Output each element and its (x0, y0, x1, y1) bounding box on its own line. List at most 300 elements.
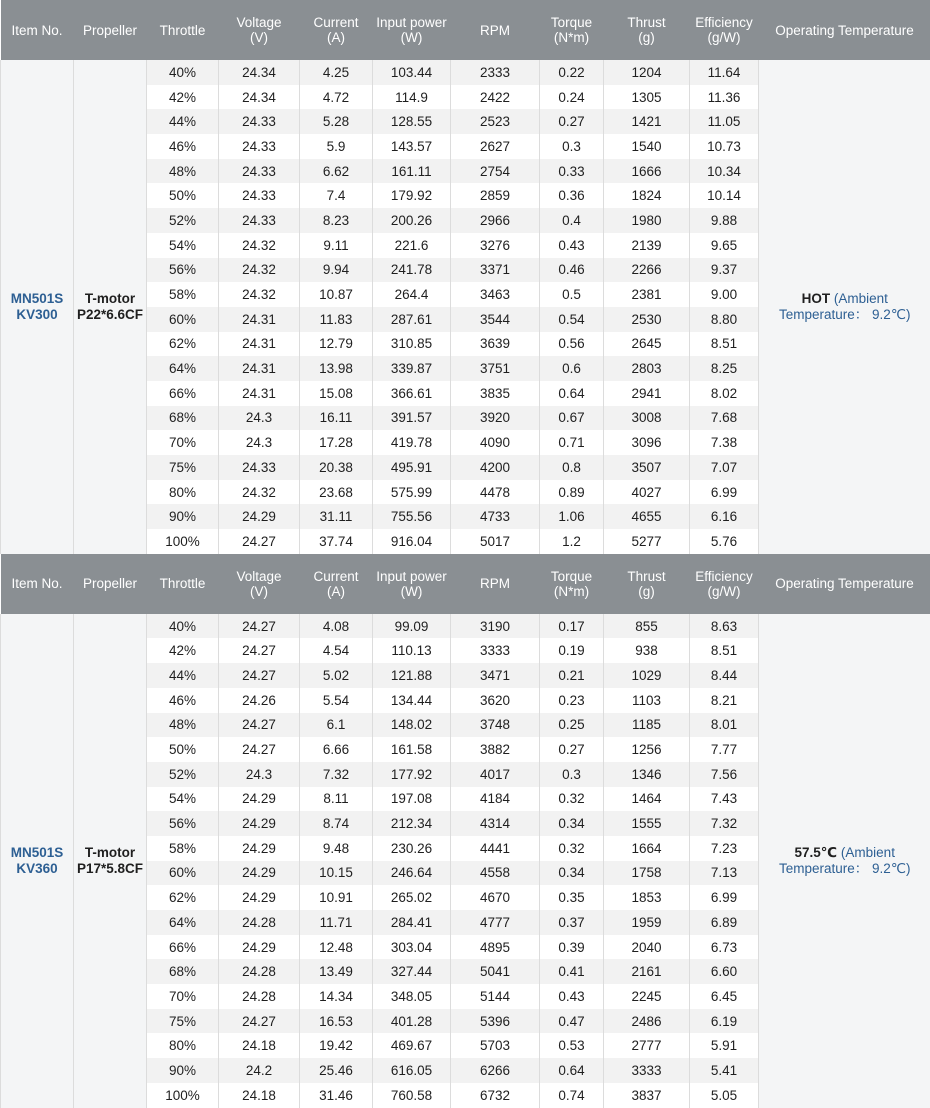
voltage-cell: 24.28 (219, 984, 300, 1009)
thrust-cell: 3333 (604, 1058, 690, 1083)
rpm-cell: 3190 (451, 614, 540, 639)
thrust-cell: 2040 (604, 935, 690, 960)
header-unit: (N*m) (553, 30, 590, 45)
header-unit: (N*m) (553, 583, 590, 599)
voltage-cell: 24.34 (219, 85, 300, 110)
current-cell: 16.11 (300, 406, 373, 431)
efficiency-cell: 9.65 (690, 233, 759, 258)
voltage-cell: 24.26 (219, 688, 300, 713)
throttle-cell: 54% (147, 233, 219, 258)
header-unit: (g) (638, 30, 655, 45)
rpm-cell: 4441 (451, 836, 540, 861)
throttle-cell: 68% (147, 406, 219, 431)
rpm-cell: 3620 (451, 688, 540, 713)
rpm-cell: 6732 (451, 1083, 540, 1108)
rpm-cell: 4184 (451, 787, 540, 812)
voltage-cell: 24.18 (219, 1083, 300, 1108)
throttle-cell: 54% (147, 787, 219, 812)
thrust-cell: 938 (604, 638, 690, 663)
efficiency-cell: 6.16 (690, 504, 759, 529)
thrust-cell: 1540 (604, 134, 690, 159)
current-cell: 5.9 (300, 134, 373, 159)
propeller-brand: T-motor (84, 290, 136, 306)
column-header (1, 0, 74, 60)
thrust-cell: 2777 (604, 1033, 690, 1058)
ambient-temperature-value: Temperature： 9.2℃) (779, 306, 911, 322)
thrust-cell: 1346 (604, 762, 690, 787)
efficiency-cell: 5.41 (690, 1058, 759, 1083)
efficiency-cell: 6.45 (690, 984, 759, 1009)
torque-cell: 0.41 (540, 959, 604, 984)
voltage-cell: 24.31 (219, 332, 300, 357)
header-label: Throttle (159, 576, 206, 592)
efficiency-cell: 8.51 (690, 638, 759, 663)
thrust-cell: 1555 (604, 811, 690, 836)
throttle-cell: 68% (147, 959, 219, 984)
throttle-cell: 48% (147, 713, 219, 738)
column-header (219, 554, 300, 614)
efficiency-cell: 6.19 (690, 1009, 759, 1034)
column-header (147, 554, 219, 614)
header-label: Current (313, 568, 359, 584)
torque-cell: 0.3 (540, 762, 604, 787)
efficiency-cell: 11.36 (690, 85, 759, 110)
rpm-cell: 3882 (451, 737, 540, 762)
current-cell: 5.02 (300, 663, 373, 688)
input-power-cell: 241.78 (373, 258, 451, 283)
torque-cell: 0.47 (540, 1009, 604, 1034)
throttle-cell: 56% (147, 811, 219, 836)
voltage-cell: 24.28 (219, 959, 300, 984)
column-header (540, 554, 604, 614)
current-cell: 6.62 (300, 159, 373, 184)
voltage-cell: 24.32 (219, 282, 300, 307)
rpm-cell: 5041 (451, 959, 540, 984)
current-cell: 37.74 (300, 529, 373, 554)
input-power-cell: 327.44 (373, 959, 451, 984)
voltage-cell: 24.31 (219, 356, 300, 381)
thrust-cell: 1256 (604, 737, 690, 762)
voltage-cell: 24.29 (219, 885, 300, 910)
torque-cell: 0.35 (540, 885, 604, 910)
model-name: MN501S (10, 290, 64, 306)
voltage-cell: 24.28 (219, 910, 300, 935)
throttle-cell: 56% (147, 258, 219, 283)
thrust-cell: 3507 (604, 455, 690, 480)
thrust-cell: 3096 (604, 430, 690, 455)
throttle-cell: 75% (147, 455, 219, 480)
input-power-cell: 128.55 (373, 109, 451, 134)
header-row (1, 554, 930, 614)
thrust-cell: 2245 (604, 984, 690, 1009)
rpm-cell: 2627 (451, 134, 540, 159)
current-cell: 31.46 (300, 1083, 373, 1108)
header-unit: (g/W) (707, 30, 741, 45)
propeller-model: P17*5.8CF (76, 860, 144, 876)
torque-cell: 0.56 (540, 332, 604, 357)
input-power-cell: 339.87 (373, 356, 451, 381)
rpm-cell: 4777 (451, 910, 540, 935)
efficiency-cell: 9.00 (690, 282, 759, 307)
voltage-cell: 24.27 (219, 1009, 300, 1034)
column-header (219, 0, 300, 60)
voltage-cell: 24.29 (219, 504, 300, 529)
input-power-cell: 310.85 (373, 332, 451, 357)
torque-cell: 0.5 (540, 282, 604, 307)
rpm-cell: 4478 (451, 480, 540, 505)
voltage-cell: 24.32 (219, 480, 300, 505)
throttle-cell: 40% (147, 614, 219, 639)
current-cell: 13.98 (300, 356, 373, 381)
current-cell: 5.54 (300, 688, 373, 713)
input-power-cell: 755.56 (373, 504, 451, 529)
efficiency-cell: 7.13 (690, 861, 759, 886)
rpm-cell: 3463 (451, 282, 540, 307)
thrust-cell: 2645 (604, 332, 690, 357)
model-kv: KV360 (16, 860, 58, 876)
current-cell: 10.91 (300, 885, 373, 910)
current-cell: 10.87 (300, 282, 373, 307)
input-power-cell: 103.44 (373, 60, 451, 85)
torque-cell: 0.23 (540, 688, 604, 713)
efficiency-cell: 7.23 (690, 836, 759, 861)
efficiency-cell: 8.25 (690, 356, 759, 381)
torque-cell: 0.64 (540, 381, 604, 406)
header-label: Item No. (11, 22, 63, 38)
input-power-cell: 161.11 (373, 159, 451, 184)
throttle-cell: 44% (147, 109, 219, 134)
input-power-cell: 200.26 (373, 208, 451, 233)
rpm-cell: 3276 (451, 233, 540, 258)
voltage-cell: 24.29 (219, 811, 300, 836)
propeller-cell (74, 60, 147, 554)
voltage-cell: 24.3 (219, 406, 300, 431)
torque-cell: 0.8 (540, 455, 604, 480)
torque-cell: 0.19 (540, 638, 604, 663)
header-unit: (g) (638, 583, 655, 599)
thrust-cell: 1758 (604, 861, 690, 886)
column-header (373, 554, 451, 614)
column-header (540, 0, 604, 60)
current-cell: 4.72 (300, 85, 373, 110)
voltage-cell: 24.33 (219, 208, 300, 233)
rpm-cell: 2523 (451, 109, 540, 134)
input-power-cell: 575.99 (373, 480, 451, 505)
rpm-cell: 4200 (451, 455, 540, 480)
voltage-cell: 24.29 (219, 861, 300, 886)
throttle-cell: 40% (147, 60, 219, 85)
input-power-cell: 134.44 (373, 688, 451, 713)
throttle-cell: 42% (147, 638, 219, 663)
thrust-cell: 3008 (604, 406, 690, 431)
thrust-cell: 2381 (604, 282, 690, 307)
input-power-cell: 212.34 (373, 811, 451, 836)
torque-cell: 0.43 (540, 233, 604, 258)
rpm-cell: 2966 (451, 208, 540, 233)
propeller-model: P22*6.6CF (76, 306, 144, 322)
voltage-cell: 24.27 (219, 638, 300, 663)
voltage-cell: 24.29 (219, 935, 300, 960)
model-name: MN501S (10, 844, 64, 860)
header-label: Voltage (236, 15, 282, 30)
voltage-cell: 24.27 (219, 713, 300, 738)
table-row (1, 614, 930, 639)
torque-cell: 0.67 (540, 406, 604, 431)
thrust-cell: 1980 (604, 208, 690, 233)
throttle-cell: 80% (147, 1033, 219, 1058)
current-cell: 16.53 (300, 1009, 373, 1034)
thrust-cell: 1305 (604, 85, 690, 110)
column-header (373, 0, 451, 60)
throttle-cell: 66% (147, 935, 219, 960)
efficiency-cell: 8.80 (690, 307, 759, 332)
header-label: Propeller (82, 576, 138, 592)
input-power-cell: 110.13 (373, 638, 451, 663)
column-header (604, 0, 690, 60)
input-power-cell: 495.91 (373, 455, 451, 480)
thrust-cell: 1666 (604, 159, 690, 184)
torque-cell: 0.54 (540, 307, 604, 332)
torque-cell: 0.34 (540, 811, 604, 836)
thrust-cell: 3837 (604, 1083, 690, 1108)
input-power-cell: 197.08 (373, 787, 451, 812)
current-cell: 13.49 (300, 959, 373, 984)
torque-cell: 0.4 (540, 208, 604, 233)
throttle-cell: 58% (147, 836, 219, 861)
header-label: RPM (480, 576, 510, 592)
input-power-cell: 616.05 (373, 1058, 451, 1083)
temperature-state: 57.5℃ (794, 844, 838, 860)
current-cell: 5.28 (300, 109, 373, 134)
efficiency-cell: 8.63 (690, 614, 759, 639)
torque-cell: 1.2 (540, 529, 604, 554)
throttle-cell: 80% (147, 480, 219, 505)
current-cell: 9.48 (300, 836, 373, 861)
input-power-cell: 177.92 (373, 762, 451, 787)
throttle-cell: 42% (147, 85, 219, 110)
thrust-cell: 1664 (604, 836, 690, 861)
voltage-cell: 24.31 (219, 307, 300, 332)
header-row (1, 0, 930, 60)
column-header (451, 554, 540, 614)
throttle-cell: 70% (147, 430, 219, 455)
rpm-cell: 2859 (451, 183, 540, 208)
operating-temperature-cell (759, 60, 930, 554)
input-power-cell: 230.26 (373, 836, 451, 861)
column-header (300, 554, 373, 614)
efficiency-cell: 5.05 (690, 1083, 759, 1108)
input-power-cell: 121.88 (373, 663, 451, 688)
throttle-cell: 46% (147, 688, 219, 713)
efficiency-cell: 6.89 (690, 910, 759, 935)
efficiency-cell: 10.73 (690, 134, 759, 159)
item-number-cell (1, 60, 74, 554)
voltage-cell: 24.32 (219, 258, 300, 283)
rpm-cell: 4670 (451, 885, 540, 910)
input-power-cell: 161.58 (373, 737, 451, 762)
voltage-cell: 24.27 (219, 663, 300, 688)
torque-cell: 0.17 (540, 614, 604, 639)
rpm-cell: 4895 (451, 935, 540, 960)
torque-cell: 0.6 (540, 356, 604, 381)
voltage-cell: 24.27 (219, 614, 300, 639)
input-power-cell: 469.67 (373, 1033, 451, 1058)
header-label: Current (313, 15, 359, 30)
voltage-cell: 24.33 (219, 455, 300, 480)
torque-cell: 0.27 (540, 109, 604, 134)
throttle-cell: 48% (147, 159, 219, 184)
current-cell: 31.11 (300, 504, 373, 529)
rpm-cell: 4733 (451, 504, 540, 529)
input-power-cell: 99.09 (373, 614, 451, 639)
rpm-cell: 6266 (451, 1058, 540, 1083)
rpm-cell: 4314 (451, 811, 540, 836)
input-power-cell: 916.04 (373, 529, 451, 554)
current-cell: 19.42 (300, 1033, 373, 1058)
throttle-cell: 100% (147, 1083, 219, 1108)
propeller-brand: T-motor (84, 844, 136, 860)
torque-cell: 0.3 (540, 134, 604, 159)
column-header (690, 554, 759, 614)
column-header (451, 0, 540, 60)
torque-cell: 0.39 (540, 935, 604, 960)
thrust-cell: 1464 (604, 787, 690, 812)
header-label: RPM (480, 22, 510, 38)
throttle-cell: 52% (147, 762, 219, 787)
thrust-cell: 2530 (604, 307, 690, 332)
rpm-cell: 5396 (451, 1009, 540, 1034)
efficiency-cell: 8.01 (690, 713, 759, 738)
thrust-cell: 1959 (604, 910, 690, 935)
input-power-cell: 265.02 (373, 885, 451, 910)
current-cell: 9.11 (300, 233, 373, 258)
efficiency-cell: 5.76 (690, 529, 759, 554)
current-cell: 11.83 (300, 307, 373, 332)
current-cell: 7.32 (300, 762, 373, 787)
current-cell: 7.4 (300, 183, 373, 208)
torque-cell: 0.24 (540, 85, 604, 110)
efficiency-cell: 5.91 (690, 1033, 759, 1058)
header-label: Torque (550, 568, 593, 584)
propeller-cell (74, 614, 147, 1108)
thrust-cell: 2139 (604, 233, 690, 258)
torque-cell: 0.43 (540, 984, 604, 1009)
voltage-cell: 24.27 (219, 737, 300, 762)
efficiency-cell: 7.68 (690, 406, 759, 431)
throttle-cell: 64% (147, 910, 219, 935)
voltage-cell: 24.33 (219, 134, 300, 159)
item-number-cell (1, 614, 74, 1108)
ambient-temperature-value: Temperature： 9.2℃) (779, 860, 911, 876)
efficiency-cell: 10.34 (690, 159, 759, 184)
throttle-cell: 90% (147, 504, 219, 529)
input-power-cell: 143.57 (373, 134, 451, 159)
column-header (690, 0, 759, 60)
torque-cell: 0.71 (540, 430, 604, 455)
header-label: Thrust (627, 568, 666, 584)
column-header (74, 0, 147, 60)
rpm-cell: 3544 (451, 307, 540, 332)
rpm-cell: 3748 (451, 713, 540, 738)
rpm-cell: 5703 (451, 1033, 540, 1058)
torque-cell: 0.64 (540, 1058, 604, 1083)
efficiency-cell: 6.99 (690, 885, 759, 910)
throttle-cell: 70% (147, 984, 219, 1009)
torque-cell: 1.06 (540, 504, 604, 529)
rpm-cell: 3333 (451, 638, 540, 663)
current-cell: 23.68 (300, 480, 373, 505)
current-cell: 10.15 (300, 861, 373, 886)
throttle-cell: 44% (147, 663, 219, 688)
thrust-cell: 1204 (604, 60, 690, 85)
thrust-cell: 2486 (604, 1009, 690, 1034)
thrust-cell: 1421 (604, 109, 690, 134)
throttle-cell: 46% (147, 134, 219, 159)
header-label: Input power (376, 568, 447, 584)
header-label: Propeller (82, 22, 138, 38)
rpm-cell: 5144 (451, 984, 540, 1009)
throttle-cell: 75% (147, 1009, 219, 1034)
input-power-cell: 284.41 (373, 910, 451, 935)
rpm-cell: 3751 (451, 356, 540, 381)
torque-cell: 0.46 (540, 258, 604, 283)
efficiency-cell: 9.88 (690, 208, 759, 233)
input-power-cell: 391.57 (373, 406, 451, 431)
current-cell: 6.66 (300, 737, 373, 762)
column-header (74, 554, 147, 614)
torque-cell: 0.33 (540, 159, 604, 184)
header-label: Efficiency (695, 15, 753, 30)
thrust-cell: 855 (604, 614, 690, 639)
efficiency-cell: 6.73 (690, 935, 759, 960)
efficiency-cell: 11.05 (690, 109, 759, 134)
voltage-cell: 24.31 (219, 381, 300, 406)
torque-cell: 0.25 (540, 713, 604, 738)
thrust-cell: 4655 (604, 504, 690, 529)
header-unit: (V) (250, 583, 268, 599)
current-cell: 6.1 (300, 713, 373, 738)
efficiency-cell: 8.51 (690, 332, 759, 357)
voltage-cell: 24.33 (219, 109, 300, 134)
throttle-cell: 62% (147, 885, 219, 910)
input-power-cell: 348.05 (373, 984, 451, 1009)
torque-cell: 0.32 (540, 836, 604, 861)
thrust-cell: 2941 (604, 381, 690, 406)
rpm-cell: 5017 (451, 529, 540, 554)
input-power-cell: 246.64 (373, 861, 451, 886)
input-power-cell: 419.78 (373, 430, 451, 455)
header-unit: (A) (327, 583, 345, 599)
rpm-cell: 3471 (451, 663, 540, 688)
header-unit: (W) (400, 30, 423, 45)
thrust-cell: 2803 (604, 356, 690, 381)
throttle-cell: 50% (147, 183, 219, 208)
throttle-cell: 66% (147, 381, 219, 406)
current-cell: 8.11 (300, 787, 373, 812)
throttle-cell: 64% (147, 356, 219, 381)
voltage-cell: 24.18 (219, 1033, 300, 1058)
current-cell: 11.71 (300, 910, 373, 935)
header-unit: (W) (400, 583, 423, 599)
efficiency-cell: 7.38 (690, 430, 759, 455)
efficiency-cell: 8.21 (690, 688, 759, 713)
voltage-cell: 24.2 (219, 1058, 300, 1083)
rpm-cell: 2754 (451, 159, 540, 184)
voltage-cell: 24.29 (219, 836, 300, 861)
rpm-cell: 3835 (451, 381, 540, 406)
voltage-cell: 24.27 (219, 529, 300, 554)
efficiency-cell: 7.07 (690, 455, 759, 480)
